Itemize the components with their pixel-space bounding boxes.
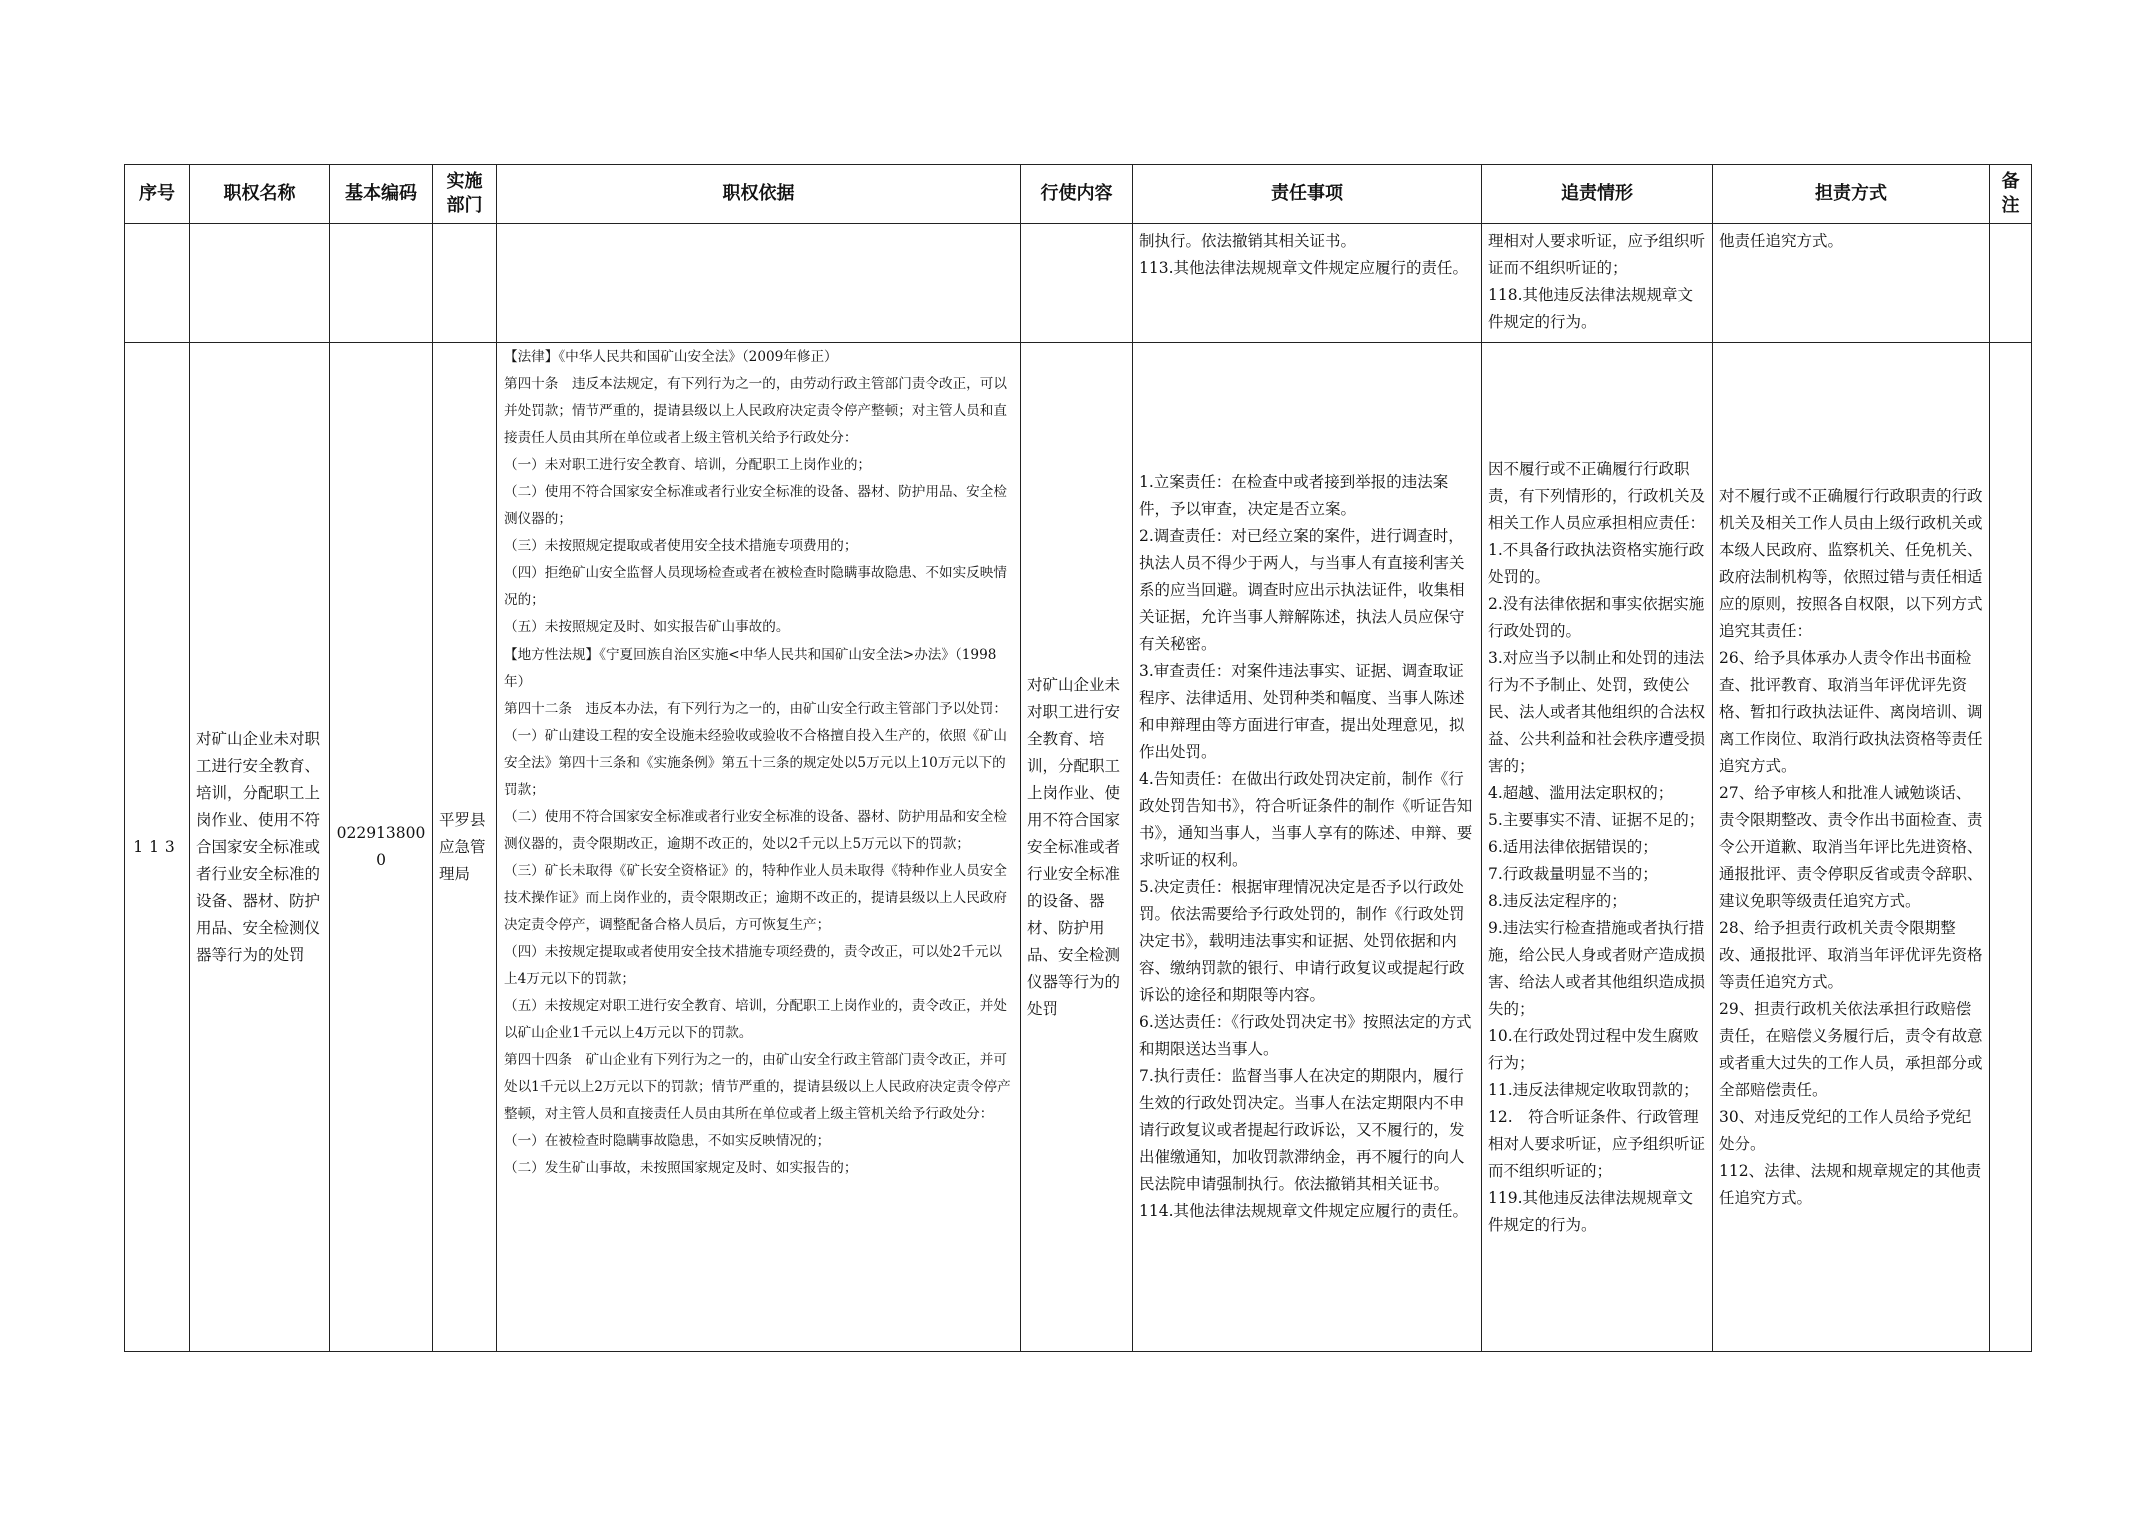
cell-dept: 平罗县应急管理局	[433, 343, 497, 1352]
table-row-continued	[125, 224, 2032, 343]
cell-dept-empty	[433, 224, 497, 343]
header-resp: 责任事项	[1133, 165, 1482, 224]
cell-name: 对矿山企业未对职工进行安全教育、培训，分配职工上岗作业、使用不符合国家安全标准或者行业安全标准的设备、器材、防护用品、安全检测仪器等行为的处罚	[190, 343, 330, 1352]
cell-code: 0229138000	[330, 343, 433, 1352]
cell-remark	[1990, 343, 2032, 1352]
table-row-113	[125, 343, 2032, 1352]
cell-account-continued: 理相对人要求听证，应予组织听证而不组织听证的； 118.其他违反法律法规规章文件规定的行为。	[1482, 224, 1713, 343]
cell-resp: 1.立案责任：在检查中或者接到举报的违法案件，予以审查，决定是否立案。 2.调查责任：对已经立案的案件，进行调查时，执法人员不得少于两人，与当事人有直接利害关系的应当回避。调查时应出示执法证件，收集相关证据，允许当事人辩解陈述，执法人员应保守有关秘密。 3.审查责任：对案件违法事实、证据、调查取证程序、法律适用、处罚种类和幅度、当事人陈述和申辩理由等方面进行审查，提出处理意见，拟作出处罚。 4.告知责任：在做出行政处罚决定前，制作《行政处罚告知书》，符合听证条件的制作《听证告知书》，通知当事人，当事人享有的陈述、申辩、要求听证的权利。 5.决定责任：根据审理情况决定是否予以行政处罚。依法需要给予行政处罚的，制作《行政处罚决定书》，载明违法事实和证据、处罚依据和内容、缴纳罚款的银行、申请行政复议或提起行政诉讼的途径和期限等内容。 6.送达责任：《行政处罚决定书》按照法定的方式和期限送达当事人。 7.执行责任：监督当事人在决定的期限内，履行生效的行政处罚决定。当事人在法定期限内不申请行政复议或者提起行政诉讼，又不履行的，发出催缴通知，加收罚款滞纳金，再不履行的向人民法院申请强制执行。依法撤销其相关证书。 114.其他法律法规规章文件规定应履行的责任。	[1133, 343, 1482, 1352]
header-method: 担责方式	[1713, 165, 1990, 224]
cell-name-empty	[190, 224, 330, 343]
cell-basis-empty	[497, 224, 1021, 343]
cell-code-empty	[330, 224, 433, 343]
header-basis: 职权依据	[497, 165, 1021, 224]
cell-method-continued: 他责任追究方式。	[1713, 224, 1990, 343]
cell-seq: 113	[125, 343, 190, 1352]
cell-content: 对矿山企业未对职工进行安全教育、培训，分配职工上岗作业、使用不符合国家安全标准或者行业安全标准的设备、器材、防护用品、安全检测仪器等行为的处罚	[1021, 343, 1133, 1352]
cell-basis: 【法律】《中华人民共和国矿山安全法》（2009年修正） 第四十条 违反本法规定，有下列行为之一的，由劳动行政主管部门责令改正，可以并处罚款；情节严重的，提请县级以上人民政府决定责令停产整顿；对主管人员和直接责任人员由其所在单位或者上级主管机关给予行政处分： （一）未对职工进行安全教育、培训，分配职工上岗作业的； （二）使用不符合国家安全标准或者行业安全标准的设备、器材、防护用品、安全检测仪器的； （三）未按照规定提取或者使用安全技术措施专项费用的； （四）拒绝矿山安全监督人员现场检查或者在被检查时隐瞒事故隐患、不如实反映情况的； （五）未按照规定及时、如实报告矿山事故的。 【地方性法规】《宁夏回族自治区实施<中华人民共和国矿山安全法>办法》（1998年） 第四十二条 违反本办法，有下列行为之一的，由矿山安全行政主管部门予以处罚： （一）矿山建设工程的安全设施未经验收或验收不合格擅自投入生产的，依照《矿山安全法》第四十三条和《实施条例》第五十三条的规定处以5万元以上10万元以下的罚款； （二）使用不符合国家安全标准或者行业安全标准的设备、器材、防护用品和安全检测仪器的，责令限期改正，逾期不改正的，处以2千元以上5万元以下的罚款； （三）矿长未取得《矿长安全资格证》的，特种作业人员未取得《特种作业人员安全技术操作证》而上岗作业的，责令限期改正；逾期不改正的，提请县级以上人民政府决定责令停产，调整配备合格人员后，方可恢复生产； （四）未按规定提取或者使用安全技术措施专项经费的，责令改正，可以处2千元以上4万元以下的罚款； （五）未按规定对职工进行安全教育、培训，分配职工上岗作业的，责令改正，并处以矿山企业1千元以上4万元以下的罚款。 第四十四条 矿山企业有下列行为之一的，由矿山安全行政主管部门责令改正，并可处以1千元以上2万元以下的罚款；情节严重的，提请县级以上人民政府决定责令停产整顿，对主管人员和直接责任人员由其所在单位或者上级主管机关给予行政处分： （一）在被检查时隐瞒事故隐患，不如实反映情况的； （二）发生矿山事故，未按照国家规定及时、如实报告的；	[497, 343, 1021, 1352]
cell-method: 对不履行或不正确履行行政职责的行政机关及相关工作人员由上级行政机关或本级人民政府、监察机关、任免机关、政府法制机构等，依照过错与责任相适应的原则，按照各自权限，以下列方式追究其责任： 26、给予具体承办人责令作出书面检查、批评教育、取消当年评优评先资格、暂扣行政执法证件、离岗培训、调离工作岗位、取消行政执法资格等责任追究方式。 27、给予审核人和批准人诫勉谈话、责令限期整改、责令作出书面检查、责令公开道歉、取消当年评比先进资格、通报批评、责令停职反省或责令辞职、建议免职等级责任追究方式。 28、给予担责行政机关责令限期整改、通报批评、取消当年评优评先资格等责任追究方式。 29、担责行政机关依法承担行政赔偿责任，在赔偿义务履行后，责令有故意或者重大过失的工作人员，承担部分或全部赔偿责任。 30、对违反党纪的工作人员给予党纪处分。 112、法律、法规和规章规定的其他责任追究方式。	[1713, 343, 1990, 1352]
header-dept: 实施 部门	[433, 165, 497, 224]
cell-content-empty	[1021, 224, 1133, 343]
header-content: 行使内容	[1021, 165, 1133, 224]
header-row	[125, 165, 2032, 224]
header-name: 职权名称	[190, 165, 330, 224]
header-account: 追责情形	[1482, 165, 1713, 224]
duty-table	[124, 164, 2032, 1352]
cell-account: 因不履行或不正确履行行政职责，有下列情形的，行政机关及相关工作人员应承担相应责任： 1.不具备行政执法资格实施行政处罚的。 2.没有法律依据和事实依据实施行政处罚的。 3.对应当予以制止和处罚的违法行为不予制止、处罚，致使公民、法人或者其他组织的合法权益、公共利益和社会秩序遭受损害的； 4.超越、滥用法定职权的； 5.主要事实不清、证据不足的； 6.适用法律依据错误的； 7.行政裁量明显不当的； 8.违反法定程序的； 9.违法实行检查措施或者执行措施，给公民人身或者财产造成损害、给法人或者其他组织造成损失的； 10.在行政处罚过程中发生腐败行为； 11.违反法律规定收取罚款的； 12. 符合听证条件、行政管理相对人要求听证，应予组织听证而不组织听证的； 119.其他违反法律法规规章文件规定的行为。	[1482, 343, 1713, 1352]
header-code: 基本编码	[330, 165, 433, 224]
header-seq: 序号	[125, 165, 190, 224]
cell-seq-empty	[125, 224, 190, 343]
header-remark: 备 注	[1990, 165, 2032, 224]
cell-remark-empty	[1990, 224, 2032, 343]
cell-resp-continued: 制执行。依法撤销其相关证书。 113.其他法律法规规章文件规定应履行的责任。	[1133, 224, 1482, 343]
